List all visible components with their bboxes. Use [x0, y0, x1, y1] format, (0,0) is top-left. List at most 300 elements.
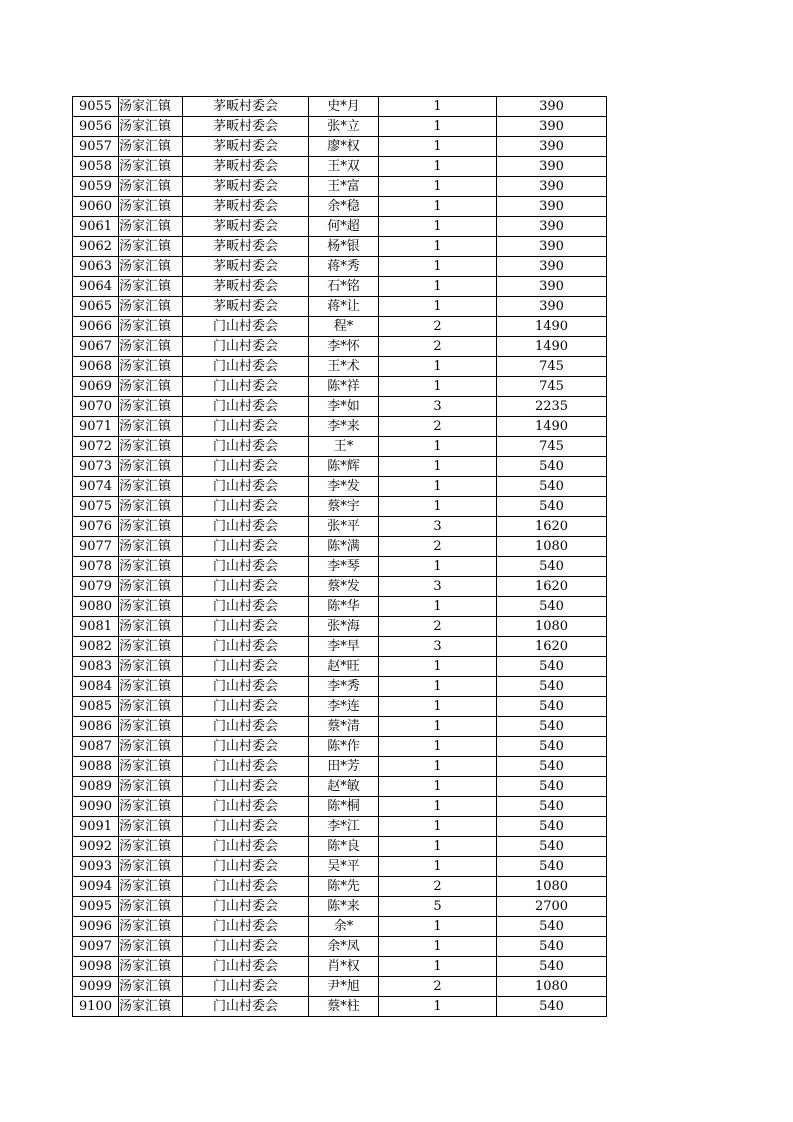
- town-cell: 汤家汇镇: [119, 597, 183, 617]
- amount-cell: 540: [497, 917, 607, 937]
- town-cell: 汤家汇镇: [119, 197, 183, 217]
- count-cell: 1: [379, 117, 497, 137]
- table-row: [73, 237, 607, 257]
- town-cell: 汤家汇镇: [119, 557, 183, 577]
- amount-cell: 1080: [497, 617, 607, 637]
- village-cell: 门山村委会: [183, 557, 309, 577]
- row-id-cell: 9070: [73, 397, 119, 417]
- town-cell: 汤家汇镇: [119, 937, 183, 957]
- table-row: [73, 117, 607, 137]
- amount-cell: 390: [497, 257, 607, 277]
- row-id-cell: 9065: [73, 297, 119, 317]
- amount-cell: 390: [497, 97, 607, 117]
- table-row: [73, 257, 607, 277]
- town-cell: 汤家汇镇: [119, 617, 183, 637]
- amount-cell: 1620: [497, 517, 607, 537]
- town-cell: 汤家汇镇: [119, 817, 183, 837]
- table-row: [73, 437, 607, 457]
- town-cell: 汤家汇镇: [119, 637, 183, 657]
- table-row: [73, 717, 607, 737]
- town-cell: 汤家汇镇: [119, 977, 183, 997]
- village-cell: 茅畈村委会: [183, 97, 309, 117]
- amount-cell: 540: [497, 957, 607, 977]
- count-cell: 1: [379, 477, 497, 497]
- table-row: [73, 337, 607, 357]
- village-cell: 门山村委会: [183, 777, 309, 797]
- table-row: [73, 97, 607, 117]
- village-cell: 门山村委会: [183, 857, 309, 877]
- village-cell: 门山村委会: [183, 397, 309, 417]
- amount-cell: 540: [497, 857, 607, 877]
- amount-cell: 540: [497, 777, 607, 797]
- table-row: [73, 877, 607, 897]
- village-cell: 门山村委会: [183, 977, 309, 997]
- town-cell: 汤家汇镇: [119, 897, 183, 917]
- table-row: [73, 417, 607, 437]
- row-id-cell: 9093: [73, 857, 119, 877]
- amount-cell: 540: [497, 497, 607, 517]
- row-id-cell: 9090: [73, 797, 119, 817]
- amount-cell: 540: [497, 757, 607, 777]
- amount-cell: 1490: [497, 317, 607, 337]
- town-cell: 汤家汇镇: [119, 777, 183, 797]
- row-id-cell: 9076: [73, 517, 119, 537]
- name-cell: 赵*敏: [309, 777, 379, 797]
- name-cell: 张*平: [309, 517, 379, 537]
- village-cell: 门山村委会: [183, 717, 309, 737]
- table-row: [73, 817, 607, 837]
- name-cell: 王*术: [309, 357, 379, 377]
- name-cell: 陈*满: [309, 537, 379, 557]
- row-id-cell: 9079: [73, 577, 119, 597]
- name-cell: 肖*权: [309, 957, 379, 977]
- town-cell: 汤家汇镇: [119, 497, 183, 517]
- name-cell: 廖*权: [309, 137, 379, 157]
- row-id-cell: 9091: [73, 817, 119, 837]
- table-row: [73, 577, 607, 597]
- village-cell: 门山村委会: [183, 317, 309, 337]
- count-cell: 1: [379, 457, 497, 477]
- village-cell: 门山村委会: [183, 697, 309, 717]
- row-id-cell: 9058: [73, 157, 119, 177]
- row-id-cell: 9100: [73, 997, 119, 1017]
- amount-cell: 1490: [497, 337, 607, 357]
- name-cell: 陈*桐: [309, 797, 379, 817]
- village-cell: 门山村委会: [183, 417, 309, 437]
- village-cell: 门山村委会: [183, 817, 309, 837]
- name-cell: 史*月: [309, 97, 379, 117]
- count-cell: 1: [379, 297, 497, 317]
- town-cell: 汤家汇镇: [119, 277, 183, 297]
- row-id-cell: 9069: [73, 377, 119, 397]
- row-id-cell: 9088: [73, 757, 119, 777]
- village-cell: 门山村委会: [183, 897, 309, 917]
- table-row: [73, 157, 607, 177]
- village-cell: 门山村委会: [183, 937, 309, 957]
- amount-cell: 745: [497, 357, 607, 377]
- count-cell: 1: [379, 137, 497, 157]
- village-cell: 茅畈村委会: [183, 157, 309, 177]
- town-cell: 汤家汇镇: [119, 297, 183, 317]
- amount-cell: 540: [497, 597, 607, 617]
- amount-cell: 390: [497, 237, 607, 257]
- town-cell: 汤家汇镇: [119, 657, 183, 677]
- name-cell: 程*: [309, 317, 379, 337]
- village-cell: 门山村委会: [183, 637, 309, 657]
- amount-cell: 390: [497, 157, 607, 177]
- row-id-cell: 9081: [73, 617, 119, 637]
- table-row: [73, 917, 607, 937]
- row-id-cell: 9060: [73, 197, 119, 217]
- table-row: [73, 357, 607, 377]
- count-cell: 2: [379, 337, 497, 357]
- row-id-cell: 9073: [73, 457, 119, 477]
- amount-cell: 540: [497, 697, 607, 717]
- village-cell: 茅畈村委会: [183, 257, 309, 277]
- town-cell: 汤家汇镇: [119, 357, 183, 377]
- amount-cell: 540: [497, 837, 607, 857]
- town-cell: 汤家汇镇: [119, 997, 183, 1017]
- count-cell: 1: [379, 717, 497, 737]
- count-cell: 1: [379, 737, 497, 757]
- table-row: [73, 597, 607, 617]
- amount-cell: 540: [497, 557, 607, 577]
- table-row: [73, 557, 607, 577]
- name-cell: 张*立: [309, 117, 379, 137]
- table-row: [73, 757, 607, 777]
- town-cell: 汤家汇镇: [119, 737, 183, 757]
- village-cell: 门山村委会: [183, 497, 309, 517]
- village-cell: 茅畈村委会: [183, 177, 309, 197]
- name-cell: 杨*银: [309, 237, 379, 257]
- count-cell: 1: [379, 777, 497, 797]
- name-cell: 李*怀: [309, 337, 379, 357]
- count-cell: 1: [379, 357, 497, 377]
- count-cell: 1: [379, 197, 497, 217]
- amount-cell: 540: [497, 937, 607, 957]
- count-cell: 1: [379, 497, 497, 517]
- amount-cell: 745: [497, 437, 607, 457]
- name-cell: 蔡*柱: [309, 997, 379, 1017]
- count-cell: 2: [379, 617, 497, 637]
- amount-cell: 2235: [497, 397, 607, 417]
- name-cell: 陈*来: [309, 897, 379, 917]
- name-cell: 李*秀: [309, 677, 379, 697]
- name-cell: 李*江: [309, 817, 379, 837]
- table-row: [73, 657, 607, 677]
- name-cell: 李*如: [309, 397, 379, 417]
- table-row: [73, 377, 607, 397]
- count-cell: 1: [379, 817, 497, 837]
- name-cell: 李*早: [309, 637, 379, 657]
- village-cell: 门山村委会: [183, 537, 309, 557]
- count-cell: 3: [379, 517, 497, 537]
- row-id-cell: 9063: [73, 257, 119, 277]
- row-id-cell: 9075: [73, 497, 119, 517]
- town-cell: 汤家汇镇: [119, 257, 183, 277]
- town-cell: 汤家汇镇: [119, 177, 183, 197]
- town-cell: 汤家汇镇: [119, 677, 183, 697]
- row-id-cell: 9099: [73, 977, 119, 997]
- table-row: [73, 497, 607, 517]
- name-cell: 赵*旺: [309, 657, 379, 677]
- name-cell: 陈*良: [309, 837, 379, 857]
- name-cell: 王*双: [309, 157, 379, 177]
- name-cell: 王*富: [309, 177, 379, 197]
- row-id-cell: 9062: [73, 237, 119, 257]
- records-table-body: [73, 97, 607, 1017]
- village-cell: 门山村委会: [183, 377, 309, 397]
- town-cell: 汤家汇镇: [119, 97, 183, 117]
- village-cell: 茅畈村委会: [183, 137, 309, 157]
- amount-cell: 540: [497, 657, 607, 677]
- count-cell: 1: [379, 657, 497, 677]
- amount-cell: 1490: [497, 417, 607, 437]
- table-row: [73, 797, 607, 817]
- village-cell: 门山村委会: [183, 337, 309, 357]
- amount-cell: 1080: [497, 537, 607, 557]
- table-row: [73, 517, 607, 537]
- town-cell: 汤家汇镇: [119, 377, 183, 397]
- amount-cell: 1620: [497, 637, 607, 657]
- count-cell: 1: [379, 757, 497, 777]
- amount-cell: 745: [497, 377, 607, 397]
- town-cell: 汤家汇镇: [119, 877, 183, 897]
- amount-cell: 1080: [497, 877, 607, 897]
- village-cell: 茅畈村委会: [183, 217, 309, 237]
- count-cell: 1: [379, 837, 497, 857]
- count-cell: 1: [379, 597, 497, 617]
- amount-cell: 540: [497, 717, 607, 737]
- count-cell: 1: [379, 157, 497, 177]
- town-cell: 汤家汇镇: [119, 477, 183, 497]
- row-id-cell: 9097: [73, 937, 119, 957]
- village-cell: 茅畈村委会: [183, 237, 309, 257]
- table-row: [73, 937, 607, 957]
- village-cell: 茅畈村委会: [183, 297, 309, 317]
- table-row: [73, 137, 607, 157]
- count-cell: 1: [379, 277, 497, 297]
- village-cell: 门山村委会: [183, 577, 309, 597]
- table-row: [73, 857, 607, 877]
- row-id-cell: 9094: [73, 877, 119, 897]
- count-cell: 1: [379, 677, 497, 697]
- town-cell: 汤家汇镇: [119, 237, 183, 257]
- amount-cell: 390: [497, 197, 607, 217]
- amount-cell: 1080: [497, 977, 607, 997]
- count-cell: 1: [379, 917, 497, 937]
- village-cell: 门山村委会: [183, 357, 309, 377]
- count-cell: 2: [379, 317, 497, 337]
- village-cell: 门山村委会: [183, 477, 309, 497]
- table-row: [73, 537, 607, 557]
- name-cell: 蒋*秀: [309, 257, 379, 277]
- amount-cell: 390: [497, 177, 607, 197]
- table-row: [73, 897, 607, 917]
- village-cell: 门山村委会: [183, 957, 309, 977]
- town-cell: 汤家汇镇: [119, 397, 183, 417]
- count-cell: 1: [379, 437, 497, 457]
- count-cell: 5: [379, 897, 497, 917]
- table-row: [73, 677, 607, 697]
- row-id-cell: 9086: [73, 717, 119, 737]
- name-cell: 陈*先: [309, 877, 379, 897]
- amount-cell: 540: [497, 817, 607, 837]
- name-cell: 余*凤: [309, 937, 379, 957]
- village-cell: 门山村委会: [183, 517, 309, 537]
- count-cell: 1: [379, 237, 497, 257]
- village-cell: 茅畈村委会: [183, 277, 309, 297]
- row-id-cell: 9089: [73, 777, 119, 797]
- village-cell: 门山村委会: [183, 457, 309, 477]
- village-cell: 门山村委会: [183, 997, 309, 1017]
- village-cell: 门山村委会: [183, 737, 309, 757]
- amount-cell: 390: [497, 277, 607, 297]
- table-row: [73, 297, 607, 317]
- row-id-cell: 9066: [73, 317, 119, 337]
- table-row: [73, 197, 607, 217]
- name-cell: 陈*辉: [309, 457, 379, 477]
- row-id-cell: 9077: [73, 537, 119, 557]
- table-row: [73, 477, 607, 497]
- name-cell: 陈*祥: [309, 377, 379, 397]
- name-cell: 余*: [309, 917, 379, 937]
- row-id-cell: 9071: [73, 417, 119, 437]
- name-cell: 田*芳: [309, 757, 379, 777]
- name-cell: 石*铭: [309, 277, 379, 297]
- name-cell: 陈*作: [309, 737, 379, 757]
- row-id-cell: 9059: [73, 177, 119, 197]
- row-id-cell: 9056: [73, 117, 119, 137]
- records-table: [72, 96, 607, 1017]
- amount-cell: 540: [497, 457, 607, 477]
- table-row: [73, 457, 607, 477]
- name-cell: 尹*旭: [309, 977, 379, 997]
- town-cell: 汤家汇镇: [119, 537, 183, 557]
- town-cell: 汤家汇镇: [119, 457, 183, 477]
- name-cell: 李*来: [309, 417, 379, 437]
- village-cell: 门山村委会: [183, 837, 309, 857]
- village-cell: 门山村委会: [183, 757, 309, 777]
- count-cell: 1: [379, 957, 497, 977]
- count-cell: 1: [379, 257, 497, 277]
- village-cell: 门山村委会: [183, 437, 309, 457]
- village-cell: 门山村委会: [183, 617, 309, 637]
- count-cell: 3: [379, 637, 497, 657]
- name-cell: 陈*华: [309, 597, 379, 617]
- town-cell: 汤家汇镇: [119, 117, 183, 137]
- row-id-cell: 9083: [73, 657, 119, 677]
- amount-cell: 1620: [497, 577, 607, 597]
- town-cell: 汤家汇镇: [119, 317, 183, 337]
- count-cell: 2: [379, 977, 497, 997]
- row-id-cell: 9074: [73, 477, 119, 497]
- name-cell: 余*稳: [309, 197, 379, 217]
- name-cell: 王*: [309, 437, 379, 457]
- town-cell: 汤家汇镇: [119, 757, 183, 777]
- town-cell: 汤家汇镇: [119, 517, 183, 537]
- town-cell: 汤家汇镇: [119, 137, 183, 157]
- town-cell: 汤家汇镇: [119, 857, 183, 877]
- row-id-cell: 9095: [73, 897, 119, 917]
- row-id-cell: 9085: [73, 697, 119, 717]
- row-id-cell: 9084: [73, 677, 119, 697]
- count-cell: 1: [379, 997, 497, 1017]
- amount-cell: 390: [497, 297, 607, 317]
- name-cell: 蔡*宇: [309, 497, 379, 517]
- table-row: [73, 977, 607, 997]
- table-row: [73, 177, 607, 197]
- row-id-cell: 9057: [73, 137, 119, 157]
- table-row: [73, 277, 607, 297]
- row-id-cell: 9072: [73, 437, 119, 457]
- table-row: [73, 397, 607, 417]
- table-row: [73, 637, 607, 657]
- amount-cell: 390: [497, 137, 607, 157]
- row-id-cell: 9078: [73, 557, 119, 577]
- table-row: [73, 617, 607, 637]
- amount-cell: 390: [497, 117, 607, 137]
- town-cell: 汤家汇镇: [119, 797, 183, 817]
- town-cell: 汤家汇镇: [119, 217, 183, 237]
- table-row: [73, 997, 607, 1017]
- count-cell: 1: [379, 377, 497, 397]
- village-cell: 门山村委会: [183, 877, 309, 897]
- count-cell: 1: [379, 857, 497, 877]
- name-cell: 蔡*发: [309, 577, 379, 597]
- town-cell: 汤家汇镇: [119, 577, 183, 597]
- row-id-cell: 9098: [73, 957, 119, 977]
- row-id-cell: 9096: [73, 917, 119, 937]
- amount-cell: 540: [497, 737, 607, 757]
- town-cell: 汤家汇镇: [119, 957, 183, 977]
- village-cell: 门山村委会: [183, 797, 309, 817]
- table-row: [73, 317, 607, 337]
- village-cell: 茅畈村委会: [183, 197, 309, 217]
- row-id-cell: 9082: [73, 637, 119, 657]
- town-cell: 汤家汇镇: [119, 917, 183, 937]
- row-id-cell: 9068: [73, 357, 119, 377]
- village-cell: 门山村委会: [183, 657, 309, 677]
- count-cell: 3: [379, 577, 497, 597]
- amount-cell: 540: [497, 477, 607, 497]
- town-cell: 汤家汇镇: [119, 417, 183, 437]
- count-cell: 1: [379, 217, 497, 237]
- amount-cell: 540: [497, 797, 607, 817]
- row-id-cell: 9080: [73, 597, 119, 617]
- name-cell: 蒋*让: [309, 297, 379, 317]
- table-row: [73, 217, 607, 237]
- village-cell: 门山村委会: [183, 597, 309, 617]
- amount-cell: 540: [497, 997, 607, 1017]
- amount-cell: 390: [497, 217, 607, 237]
- town-cell: 汤家汇镇: [119, 157, 183, 177]
- count-cell: 2: [379, 877, 497, 897]
- count-cell: 1: [379, 697, 497, 717]
- town-cell: 汤家汇镇: [119, 837, 183, 857]
- town-cell: 汤家汇镇: [119, 337, 183, 357]
- town-cell: 汤家汇镇: [119, 437, 183, 457]
- table-row: [73, 697, 607, 717]
- row-id-cell: 9067: [73, 337, 119, 357]
- table-row: [73, 737, 607, 757]
- row-id-cell: 9061: [73, 217, 119, 237]
- village-cell: 门山村委会: [183, 677, 309, 697]
- count-cell: 1: [379, 797, 497, 817]
- name-cell: 李*发: [309, 477, 379, 497]
- row-id-cell: 9064: [73, 277, 119, 297]
- name-cell: 张*海: [309, 617, 379, 637]
